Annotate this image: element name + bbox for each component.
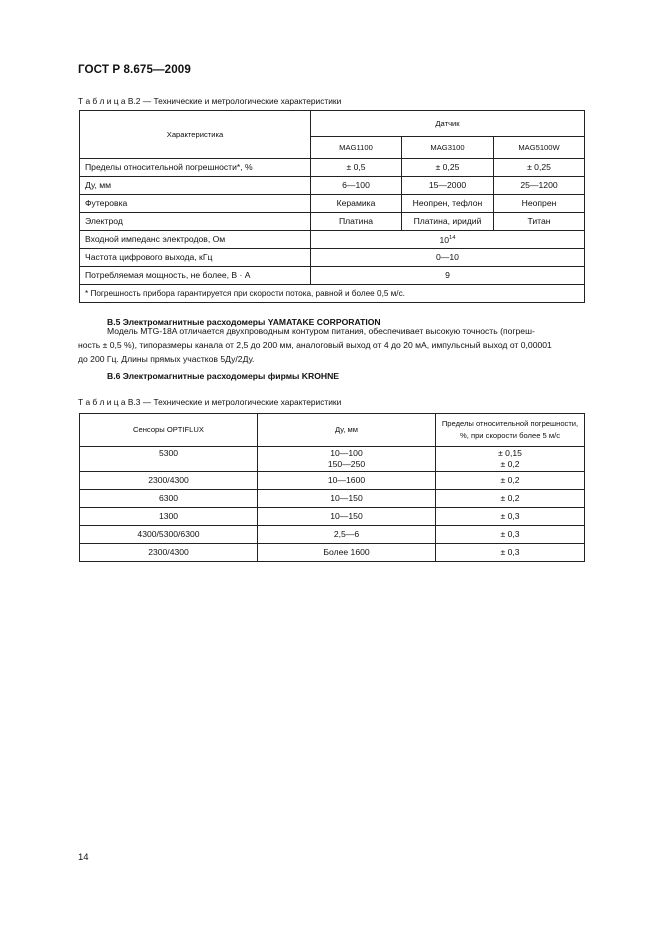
table-cell-du: [258, 447, 436, 472]
table-footnote: * Погрешность прибора гарантируется при скорости потока, равной и более 0,5 м/с.: [80, 285, 585, 303]
table-cell: ± 0,25: [402, 159, 494, 177]
table-cell: Неопрен: [494, 195, 585, 213]
table-cell: 0—10: [311, 249, 585, 267]
page-number: 14: [78, 852, 89, 863]
table-cell-label: Футеровка: [80, 195, 311, 213]
table-cell-du: 2,5—6: [258, 526, 436, 544]
table-row: [80, 249, 585, 267]
table-cell-du: Более 1600: [258, 544, 436, 562]
table-b3-header-du: Ду, мм: [258, 414, 436, 447]
table-cell-error: ± 0,2: [436, 472, 585, 490]
table-cell: Титан: [494, 213, 585, 231]
table-cell-label: Пределы относительной погрешности*, %: [80, 159, 311, 177]
section-b5-paragraph-line: ность ± 0,5 %), типоразмеры канала от 2,5 до 200 мм, аналоговый выход от 4 до 20 мА, импульсный выход от 0,00001: [78, 340, 552, 350]
table-row: [80, 472, 585, 490]
table-row: [80, 177, 585, 195]
table-cell-du: 10—150: [258, 490, 436, 508]
table-cell-sensor: 4300/5300/6300: [80, 526, 258, 544]
table-cell-label: Частота цифрового выхода, кГц: [80, 249, 311, 267]
table-b2-header-model: MAG1100: [311, 137, 402, 159]
section-b5-paragraph-line: Модель MTG-18A отличается двухпроводным контуром питания, обеспечивает высокую точность (погреш-: [107, 326, 535, 336]
table-cell-label: Ду, мм: [80, 177, 311, 195]
impedance-base: 10: [439, 235, 450, 245]
table-cell: ± 0,25: [494, 159, 585, 177]
table-cell-sensor: 5300: [80, 447, 258, 472]
cell-line: 150—250: [327, 459, 366, 469]
table-cell: 9: [311, 267, 585, 285]
table-cell-error: ± 0,3: [436, 544, 585, 562]
table-cell-error: ± 0,3: [436, 508, 585, 526]
table-b3-caption: Т а б л и ц а В.3 — Технические и метрологические характеристики: [78, 397, 342, 407]
table-cell-sensor: 6300: [80, 490, 258, 508]
header-line: %, при скорости более 5 м/с: [459, 431, 560, 440]
table-cell-label: Потребляемая мощность, не более, В · А: [80, 267, 311, 285]
table-b2-header-model: MAG5100W: [494, 137, 585, 159]
table-row: [80, 544, 585, 562]
table-row: [80, 231, 585, 249]
table-cell: Платина: [311, 213, 402, 231]
section-b6-heading: В.6 Электромагнитные расходомеры фирмы KROHNE: [107, 371, 340, 381]
table-cell: 15—2000: [402, 177, 494, 195]
table-b2-caption: Т а б л и ц а В.2 — Технические и метрологические характеристики: [78, 96, 342, 106]
table-cell: 6—100: [311, 177, 402, 195]
table-cell-error: [436, 447, 585, 472]
table-cell-du: 10—1600: [258, 472, 436, 490]
table-cell: Неопрен, тефлон: [402, 195, 494, 213]
table-cell-sensor: 1300: [80, 508, 258, 526]
table-row: [80, 526, 585, 544]
table-cell-error: ± 0,3: [436, 526, 585, 544]
table-b3: [79, 413, 585, 562]
impedance-exponent: 14: [449, 235, 456, 241]
table-row: [80, 447, 585, 472]
table-row: [80, 490, 585, 508]
table-cell: ± 0,5: [311, 159, 402, 177]
table-cell-impedance: [311, 231, 585, 249]
table-cell-du: 10—150: [258, 508, 436, 526]
table-row: [80, 267, 585, 285]
table-footnote-row: [80, 285, 585, 303]
table-b2-header-characteristic: Характеристика: [80, 111, 311, 159]
table-cell-sensor: 2300/4300: [80, 544, 258, 562]
table-b3-header-sensors: Сенсоры OPTIFLUX: [80, 414, 258, 447]
table-cell: Керамика: [311, 195, 402, 213]
table-cell: Платина, иридий: [402, 213, 494, 231]
table-b3-header-error: [436, 414, 585, 447]
table-row: [80, 159, 585, 177]
table-row: [80, 195, 585, 213]
section-b5-paragraph-line: до 200 Гц. Длины прямых участков 5Ду/2Ду.: [78, 354, 255, 364]
table-b2: [79, 110, 585, 303]
table-b2-header-sensor: Датчик: [311, 111, 585, 137]
section-b5-heading: В.5 Электромагнитные расходомеры YAMATAKE CORPORATION: [107, 317, 381, 327]
table-cell-label: Входной импеданс электродов, Ом: [80, 231, 311, 249]
header-line: Пределы относительной погрешности,: [441, 419, 579, 428]
cell-line: 10—100: [330, 448, 363, 458]
table-cell-error: ± 0,2: [436, 490, 585, 508]
table-row: [80, 508, 585, 526]
table-row: [80, 213, 585, 231]
table-cell: 25—1200: [494, 177, 585, 195]
table-cell-label: Электрод: [80, 213, 311, 231]
document-header-title: ГОСТ Р 8.675—2009: [78, 63, 191, 76]
cell-line: ± 0,15: [498, 448, 522, 458]
table-b2-header-model: MAG3100: [402, 137, 494, 159]
cell-line: ± 0,2: [500, 459, 520, 469]
table-cell-sensor: 2300/4300: [80, 472, 258, 490]
